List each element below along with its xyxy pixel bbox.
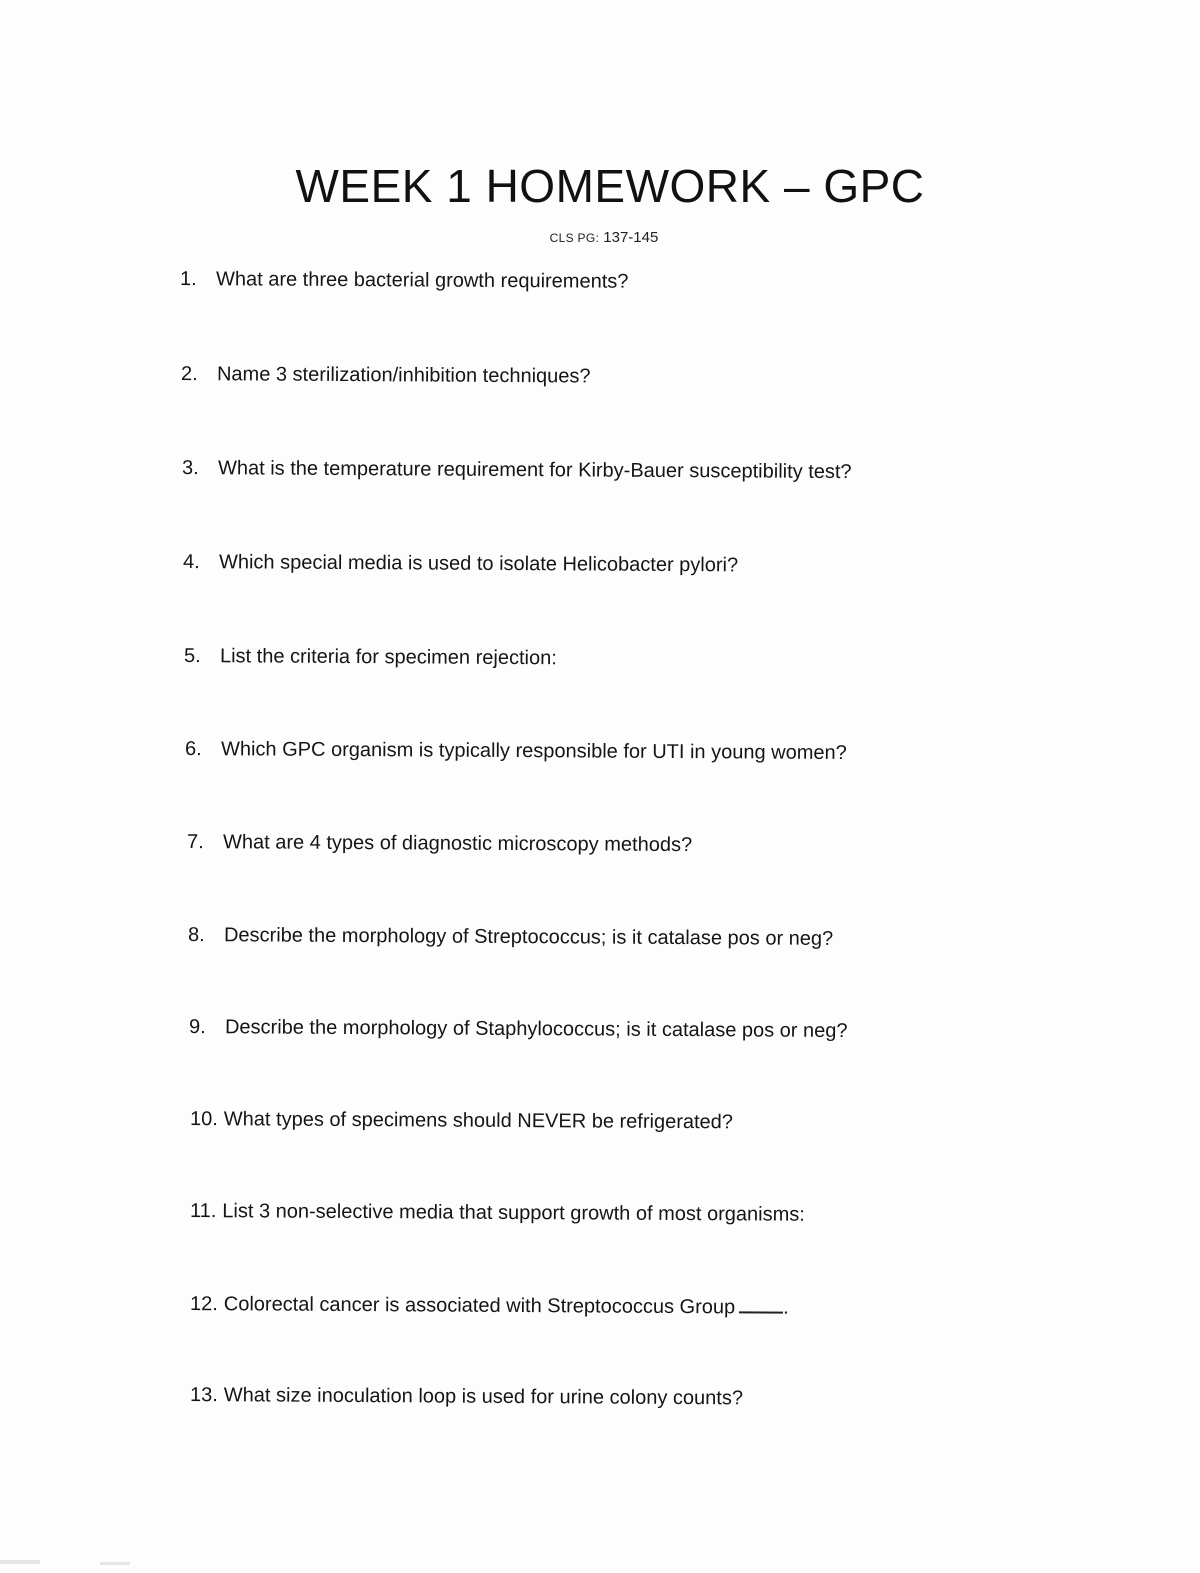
question-text: What are 4 types of diagnostic microscopy methods? — [222, 831, 693, 857]
question-text: What types of specimens should NEVER be refrigerated? — [223, 1108, 734, 1134]
question-text: Colorectal cancer is associated with Streptococcus Group — [223, 1293, 736, 1319]
question-number: 7. — [186, 831, 204, 854]
question-number: 11. — [189, 1200, 217, 1223]
question-item — [187, 829, 692, 858]
question-number: 6. — [184, 738, 202, 761]
question-number: 9. — [188, 1016, 206, 1039]
question-item — [181, 361, 591, 390]
question-item — [188, 922, 833, 952]
question-item — [182, 455, 852, 485]
question-number: 1. — [179, 268, 197, 291]
question-text: Which GPC organism is typically responsible for UTI in young women? — [220, 738, 847, 765]
question-item — [183, 549, 738, 578]
question-number: 8. — [187, 924, 205, 947]
question-item — [190, 1290, 789, 1321]
page-title: WEEK 1 HOMEWORK – GPC — [295, 160, 925, 212]
scan-edge-mark — [100, 1562, 130, 1565]
question-item — [185, 736, 847, 766]
question-item — [184, 643, 557, 671]
question-text: List 3 non-selective media that support growth of most organisms: — [222, 1200, 805, 1226]
page-reference — [0, 228, 1200, 248]
question-text: What size inoculation loop is used for urine colony counts? — [223, 1384, 744, 1410]
question-item — [190, 1382, 743, 1411]
question-text: Describe the morphology of Streptococcus; is it catalase pos or neg? — [223, 924, 834, 950]
question-number: 5. — [183, 645, 201, 668]
question-suffix: . — [783, 1296, 789, 1319]
page-reference-range: 137-145 — [603, 229, 659, 246]
question-number: 13. — [189, 1384, 218, 1407]
question-text: Which special media is used to isolate Helicobacter pylori? — [218, 551, 739, 577]
question-text: Name 3 sterilization/inhibition techniques? — [216, 363, 591, 388]
answer-blank — [739, 1293, 783, 1313]
question-item — [189, 1014, 848, 1044]
page-reference-label: CLS PG: — [549, 231, 600, 245]
question-number: 4. — [182, 551, 200, 574]
question-text: What is the temperature requirement for Kirby-Bauer susceptibility test? — [217, 457, 852, 484]
question-text: List the criteria for specimen rejection: — [219, 645, 557, 670]
question-item — [190, 1198, 805, 1228]
question-number: 12. — [189, 1293, 218, 1316]
scan-edge-mark — [0, 1560, 40, 1564]
question-number: 10. — [189, 1108, 218, 1131]
question-item — [190, 1106, 733, 1135]
question-text: What are three bacterial growth requirements? — [215, 268, 629, 293]
question-number: 3. — [181, 457, 199, 480]
question-item — [180, 266, 629, 295]
question-text: Describe the morphology of Staphylococcus; is it catalase pos or neg? — [224, 1016, 848, 1043]
question-number: 2. — [180, 363, 198, 386]
